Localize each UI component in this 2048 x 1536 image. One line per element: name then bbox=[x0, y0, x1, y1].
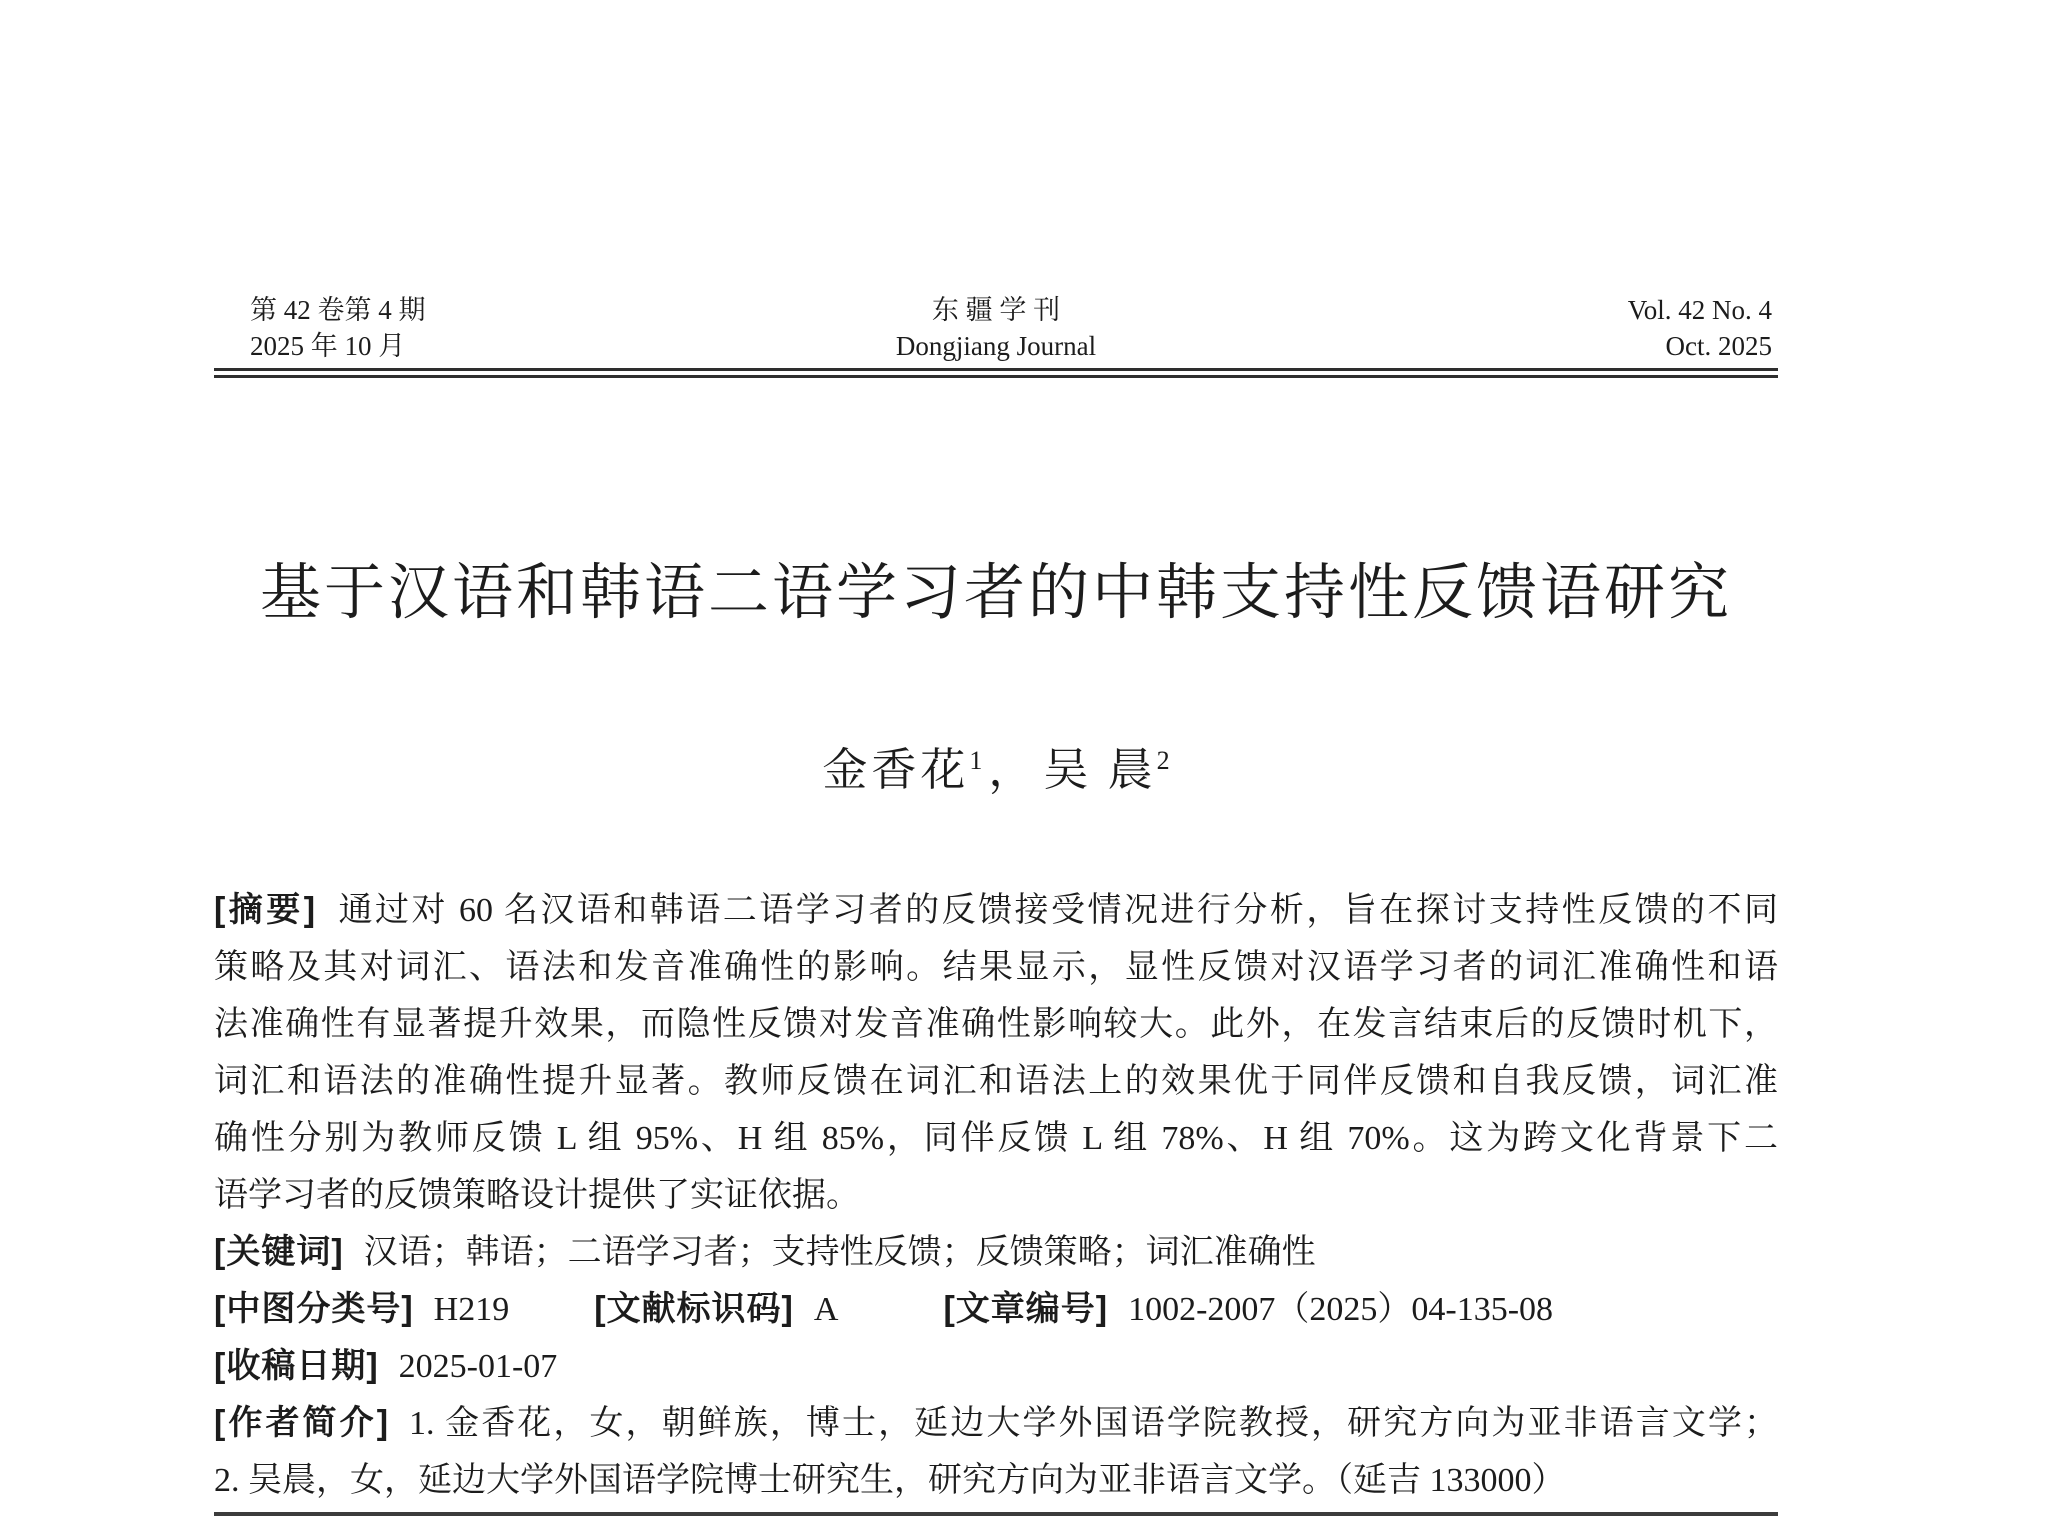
received-date-label: [收稿日期] bbox=[214, 1347, 379, 1385]
received-date-line bbox=[214, 1338, 1778, 1395]
issue-date-cn: 2025 年 10 月 bbox=[250, 331, 406, 361]
clc-value: H219 bbox=[433, 1291, 510, 1328]
author-separator: ， bbox=[988, 745, 1038, 795]
article-number-value: 1002-2007（2025）04-135-08 bbox=[1128, 1291, 1554, 1328]
abstract-line-3: 法准确性有显著提升效果，而隐性反馈对发音准确性影响较大。此外，在发言结束后的反馈时机下， bbox=[214, 1006, 1778, 1043]
abstract-line-4: 词汇和语法的准确性提升显著。教师反馈在词汇和语法上的效果优于同伴反馈和自我反馈，词汇准 bbox=[214, 1063, 1778, 1100]
journal-title-en: Dongjiang Journal bbox=[895, 331, 1097, 361]
article-number-group bbox=[943, 1281, 1553, 1338]
article-number-label: [文章编号] bbox=[943, 1290, 1109, 1328]
author-2-affiliation-mark: 2 bbox=[1156, 746, 1170, 775]
journal-title-cn: 东 疆 学 刊 bbox=[931, 295, 1061, 325]
abstract-line-6: 语学习者的反馈策略设计提供了实证依据。 bbox=[214, 1177, 860, 1214]
keywords-line bbox=[214, 1224, 1778, 1281]
author-1-name: 金香花 bbox=[822, 745, 970, 795]
page-content bbox=[214, 0, 1778, 1509]
abstract-line-2: 策略及其对词汇、语法和发音准确性的影响。结果显示，显性反馈对汉语学习者的词汇准确性和语 bbox=[214, 949, 1778, 986]
clc-group bbox=[214, 1281, 509, 1338]
abstract-line-5: 确性分别为教师反馈 L 组 95%、H 组 85%，同伴反馈 L 组 78%、H 组 70%。这为跨文化背景下二 bbox=[214, 1120, 1778, 1157]
abstract-line-1 bbox=[214, 882, 1778, 939]
volume-issue-en: Vol. 42 No. 4 bbox=[1627, 295, 1772, 325]
authors-line bbox=[214, 744, 1778, 796]
abstract-text-1: 通过对 60 名汉语和韩语二语学习者的反馈接受情况进行分析，旨在探讨支持性反馈的不同 bbox=[336, 892, 1778, 929]
author-2-name: 吴 晨 bbox=[1043, 745, 1157, 795]
front-matter bbox=[214, 882, 1778, 1509]
header-center bbox=[896, 292, 1096, 364]
author-bio-line-1 bbox=[214, 1395, 1778, 1452]
header-right bbox=[1096, 292, 1778, 364]
received-date-value: 2025-01-07 bbox=[398, 1348, 558, 1385]
document-code-label: [文献标识码] bbox=[594, 1290, 794, 1328]
document-code-value: A bbox=[813, 1291, 839, 1328]
article-title: 基于汉语和韩语二语学习者的中韩支持性反馈语研究 bbox=[259, 560, 1732, 627]
header-divider-rule bbox=[214, 368, 1778, 378]
clc-label: [中图分类号] bbox=[214, 1290, 414, 1328]
classification-line bbox=[214, 1281, 1778, 1338]
author-1-affiliation-mark: 1 bbox=[969, 746, 983, 775]
volume-issue-cn: 第 42 卷第 4 期 bbox=[250, 295, 426, 325]
footer-divider-rule bbox=[214, 1512, 1778, 1516]
document-code-group bbox=[594, 1281, 838, 1338]
author-bio-text-1: 1. 金香花，女，朝鲜族，博士，延边大学外国语学院教授，研究方向为亚非语言文学； bbox=[409, 1405, 1778, 1442]
header-left bbox=[214, 292, 896, 364]
keywords-label: [关键词] bbox=[214, 1233, 344, 1271]
author-bio-line-2: 2. 吴晨，女，延边大学外国语学院博士研究生，研究方向为亚非语言文学。（延吉 133000） bbox=[214, 1462, 1566, 1499]
author-bio-label: [作者简介] bbox=[214, 1404, 390, 1442]
abstract-label: [摘要] bbox=[214, 891, 317, 929]
journal-header bbox=[214, 292, 1778, 364]
issue-date-en: Oct. 2025 bbox=[1665, 331, 1772, 361]
keywords-text: 汉语；韩语；二语学习者；支持性反馈；反馈策略；词汇准确性 bbox=[363, 1234, 1316, 1271]
